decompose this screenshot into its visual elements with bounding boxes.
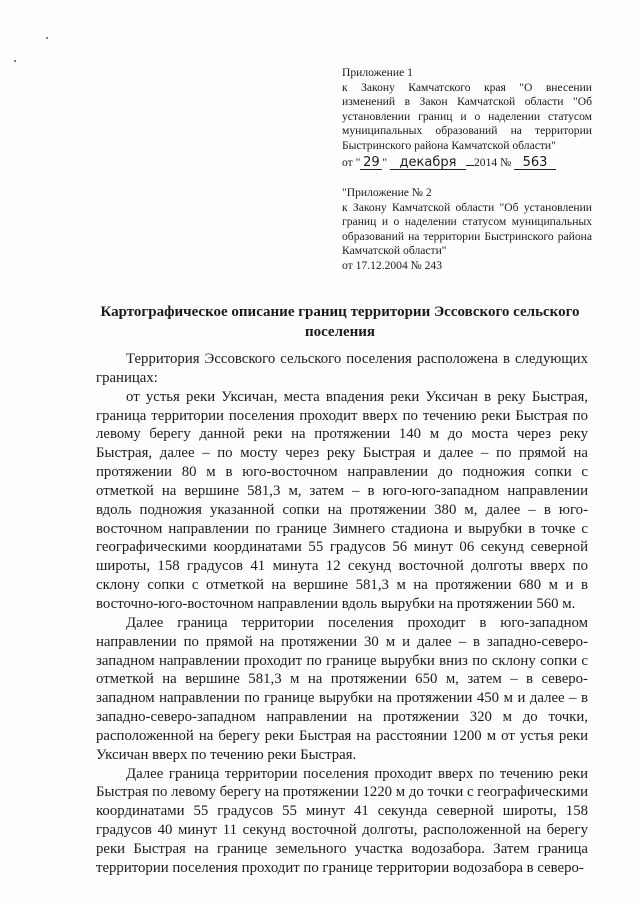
appendix-1-text: к Закону Камчатского края "О внесении изменений в Закон Камчатской области "Об установлении границ и о наделении статусом муниципальных образований на территории Быстринского района Камчатской области" [342, 80, 592, 152]
appendix-2-date-line: от 17.12.2004 № 243 [342, 258, 443, 272]
appendix-1-block [342, 66, 592, 170]
document-title: Картографическое описание границ территории Эссовского сельского поселения [100, 304, 580, 340]
paragraph-boundary-start: от устья реки Уксичан, места впадения реки Уксичан в реку Быстрая, граница территории поселения проходит вверх по течению реки Быстрая по левому берегу данной реки на протяжении 140 м до моста через реку Быстрая, далее – по мосту через реку Быстрая и далее – по прямой на протяжении 80 м в юго-восточном направлении до подножия сопки с отметкой на вершине 581,3 м, затем – в юго-юго-западном направлении вдоль подножия указанной сопки на протяжении 380 м, далее – в юго-восточном направлении по границе Зимнего стадиона и вырубки в точке с географическими координатами 55 градусов 56 минут 06 секунд северной широты, 158 градусов 41 минута 12 секунд восточной долготы вверх по склону сопки с отметкой на вершине 581,3 м на протяжении 680 м и в восточно-юго-восточном направлении вдоль вырубки на протяжении 560 м. [96, 388, 588, 612]
year-and-number-sign: 2014 № [473, 155, 512, 169]
document-body [96, 350, 588, 878]
scan-speck [14, 60, 16, 62]
appendix-1-heading: Приложение 1 [342, 66, 413, 79]
appendix-2-block [342, 186, 592, 274]
paragraph-boundary-upstream: Далее граница территории поселения проходит вверх по течению реки Быстрая по левому берегу на протяжении 1220 м до точки с географическими координатами 55 градусов 55 минут 41 секунда северной широты, 158 градусов 40 минут 11 секунд восточной долготы, расположенной на берегу реки Быстрая на границе земельного участка водозабора. Затем граница территории поселения проходит по границе территории водозабора в северо- [96, 765, 588, 876]
scan-speck [46, 37, 48, 39]
appendix-1-date-line: от " 29 " декабря 2014 № 563 [342, 154, 592, 170]
appendix-2-text: к Закону Камчатской области "Об установлении границ и о наделении статусом муниципальных образований на территории Быстринского района Камчатской области" [342, 200, 592, 258]
date-prefix: от " [342, 155, 361, 169]
handwritten-day: 29 [360, 156, 382, 170]
handwritten-number: 563 [514, 156, 556, 170]
date-underline [466, 154, 474, 166]
handwritten-month: декабря [390, 156, 466, 170]
paragraph-boundary-southwest: Далее граница территории поселения проходит в юго-западном направлении по прямой на протяжении 30 м и далее – в западно-северо-западном направлении проходит по границе вырубки вниз по склону сопки с отметкой на вершине 581,3 м на протяжении 650 м, затем – в северо-западном направлении по границе вырубки на протяжении 450 м и далее – в западно-северо-западном направлении на протяжении 320 м до точки, расположенной на берегу реки Быстрая на расстоянии 1200 м от устья реки Уксичан вверх по течению реки Быстрая. [96, 614, 588, 763]
paragraph-intro: Территория Эссовского сельского поселения расположена в следующих границах: [96, 351, 588, 386]
appendix-2-heading: "Приложение № 2 [342, 186, 432, 199]
